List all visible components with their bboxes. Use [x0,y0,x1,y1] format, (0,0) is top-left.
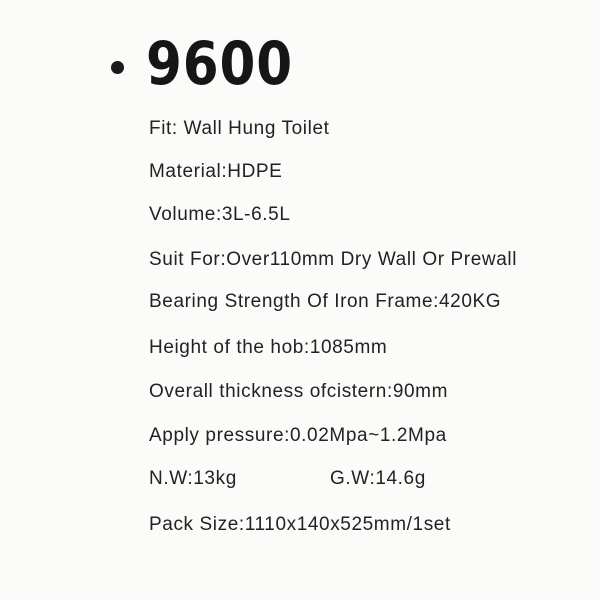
spec-fit: Fit: Wall Hung Toilet [149,118,330,139]
spec-pack-size: Pack Size:1110x140x525mm/1set [149,514,451,535]
spec-bearing-strength: Bearing Strength Of Iron Frame:420KG [149,291,502,312]
spec-volume: Volume:3L-6.5L [149,204,291,225]
spec-net-weight: N.W:13kg [149,468,237,489]
spec-suit-for: Suit For:Over110mm Dry Wall Or Prewall [149,249,518,270]
spec-cistern-thickness: Overall thickness ofcistern:90mm [149,381,449,402]
spec-hob-height: Height of the hob:1085mm [149,337,388,358]
model-number: 9600 [146,29,294,99]
spec-apply-pressure: Apply pressure:0.02Mpa~1.2Mpa [149,425,447,446]
spec-material: Material:HDPE [149,161,283,182]
spec-gross-weight: G.W:14.6g [330,468,426,489]
bullet-dot [111,61,124,74]
